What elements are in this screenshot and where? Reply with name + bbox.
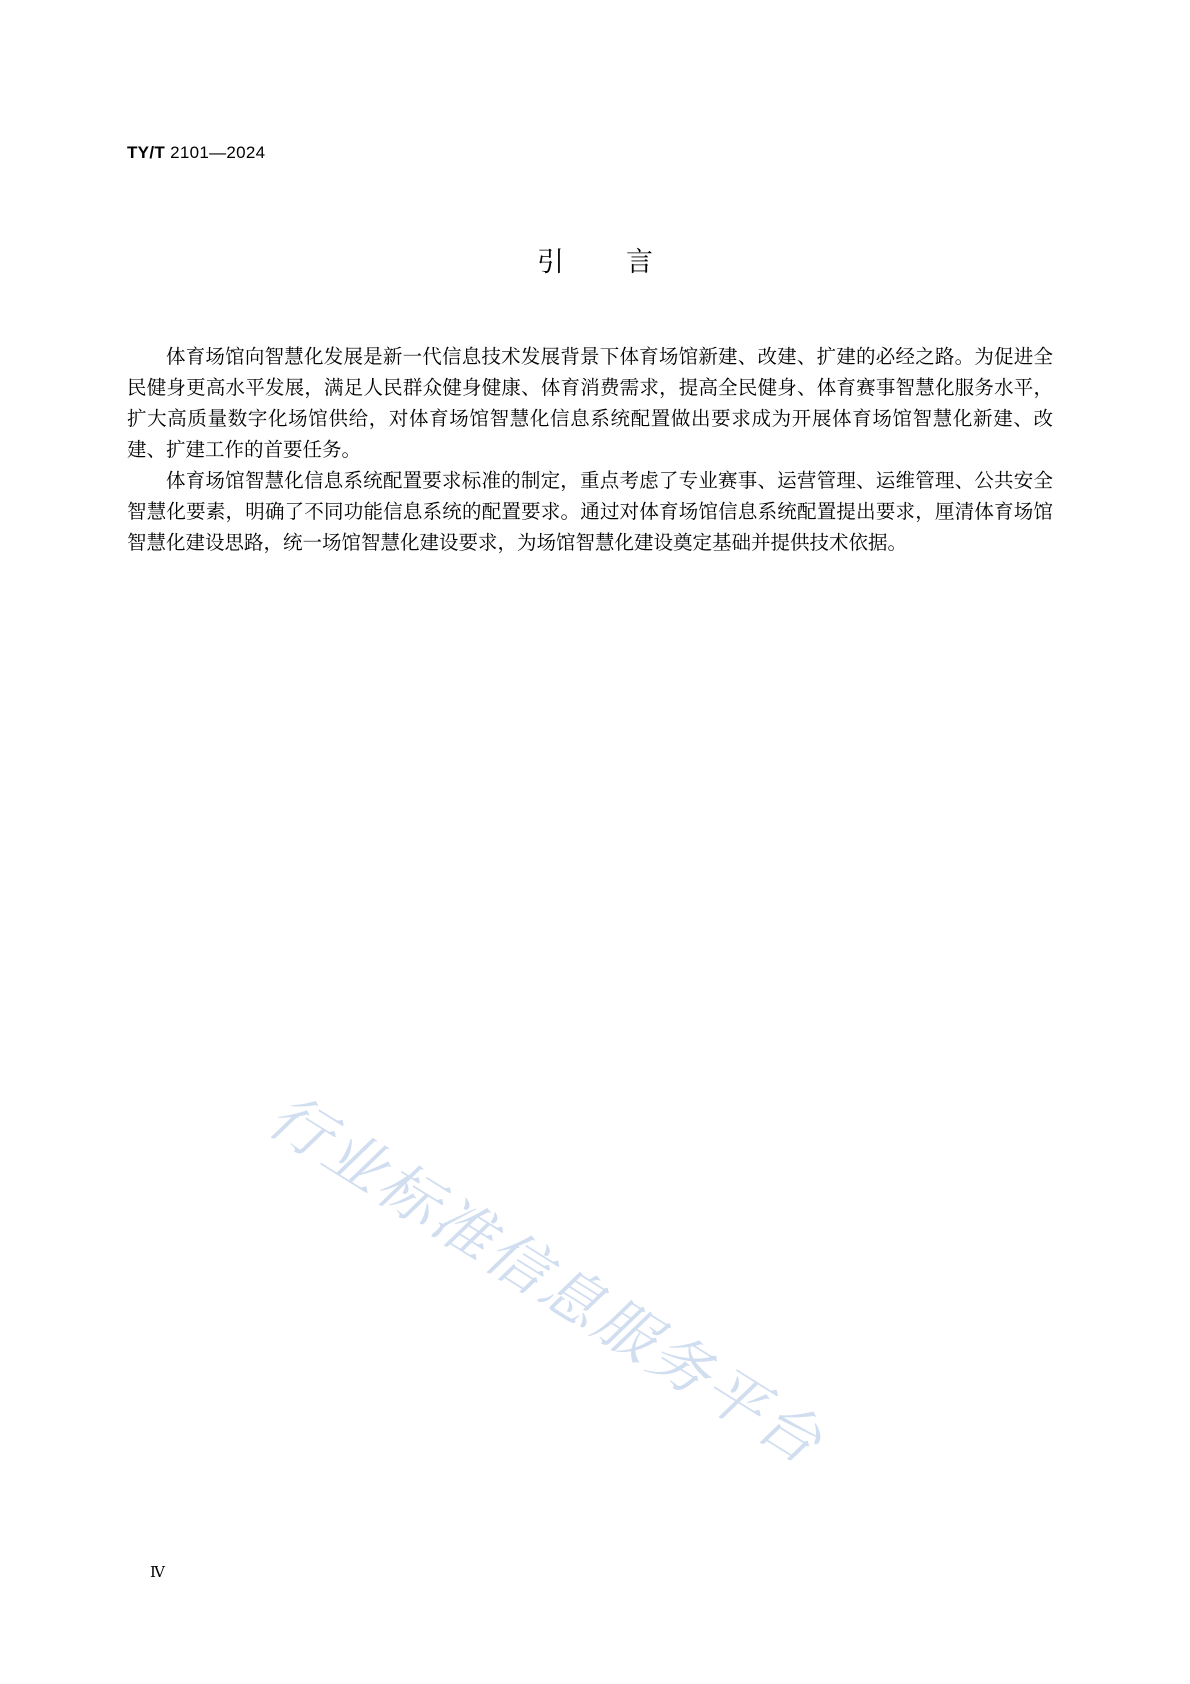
watermark: 行业标准信息服务平台 [256, 1081, 836, 1480]
standard-code [127, 143, 265, 163]
paragraph-2: 体育场馆智慧化信息系统配置要求标准的制定，重点考虑了专业赛事、运营管理、运维管理、公共安全智慧化要素，明确了不同功能信息系统的配置要求。通过对体育场馆信息系统配置提出要求，厘清体育场馆智慧化建设思路，统一场馆智慧化建设要求，为场馆智慧化建设奠定基础并提供技术依据。 [127, 469, 1053, 554]
standard-number: 2101—2024 [170, 143, 266, 162]
standard-prefix: TY/T [127, 143, 166, 162]
section-title: 引言 [537, 247, 715, 278]
paragraph-1: 体育场馆向智慧化发展是新一代信息技术发展背景下体育场馆新建、改建、扩建的必经之路。为促进全民健身更高水平发展，满足人民群众健身健康、体育消费需求，提高全民健身、体育赛事智慧化服务水平，扩大高质量数字化场馆供给，对体育场馆智慧化信息系统配置做出要求成为开展体育场馆智慧化新建、改建、扩建工作的首要任务。 [127, 345, 1053, 461]
page-number: Ⅳ [150, 1565, 165, 1581]
body-text [127, 341, 1053, 558]
